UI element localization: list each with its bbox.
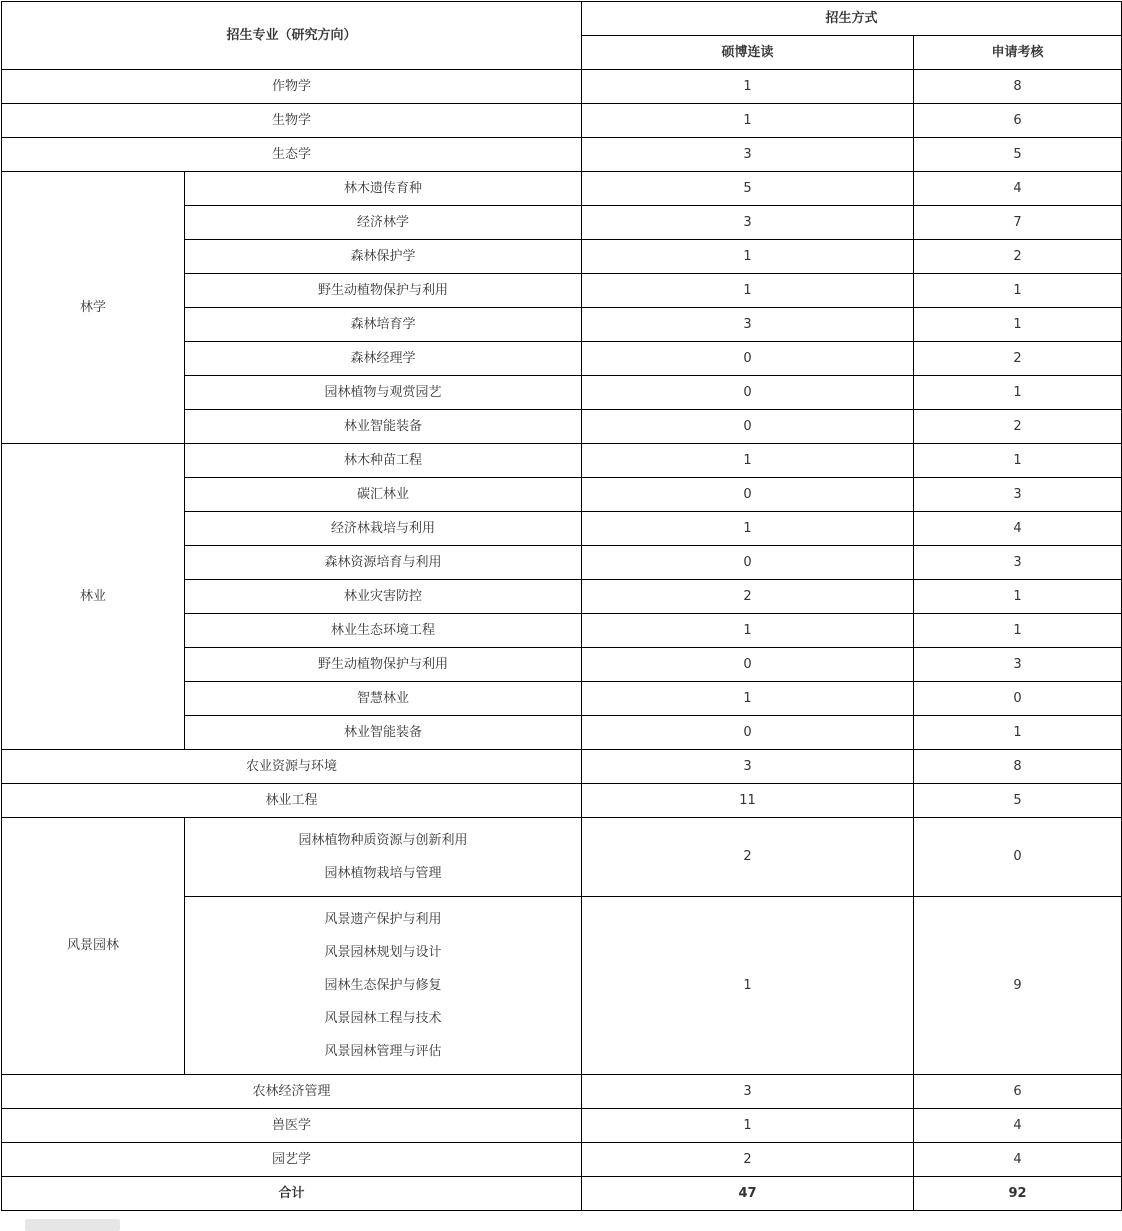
count-a-cell: 11 xyxy=(582,784,914,818)
count-b-cell: 2 xyxy=(914,342,1122,376)
table-row xyxy=(2,750,1122,784)
direction-line: 园林植物种质资源与创新利用 xyxy=(298,833,468,848)
count-b-cell: 1 xyxy=(914,614,1122,648)
table-row xyxy=(2,818,1122,897)
count-b-cell: 3 xyxy=(914,648,1122,682)
direction-cell: 林木遗传育种 xyxy=(185,172,582,206)
major-cell: 生物学 xyxy=(2,104,582,138)
count-a-cell: 1 xyxy=(582,444,914,478)
table-row xyxy=(2,104,1122,138)
direction-cell: 林业智能装备 xyxy=(185,716,582,750)
count-b-cell: 5 xyxy=(914,138,1122,172)
count-b-cell: 4 xyxy=(914,512,1122,546)
count-a-cell: 1 xyxy=(582,512,914,546)
major-cell: 生态学 xyxy=(2,138,582,172)
major-cell: 林业工程 xyxy=(2,784,582,818)
count-b-cell: 1 xyxy=(914,444,1122,478)
count-a-cell: 1 xyxy=(582,240,914,274)
count-b-cell: 9 xyxy=(914,897,1122,1075)
major-cell: 作物学 xyxy=(2,70,582,104)
count-a-cell: 1 xyxy=(582,104,914,138)
group-cell-fengjing: 风景园林 xyxy=(2,818,185,1075)
direction-cell: 经济林栽培与利用 xyxy=(185,512,582,546)
major-cell: 农业资源与环境 xyxy=(2,750,582,784)
count-a-cell: 0 xyxy=(582,546,914,580)
direction-line: 风景园林管理与评估 xyxy=(324,1044,442,1059)
direction-cell: 经济林学 xyxy=(185,206,582,240)
count-a-cell: 1 xyxy=(582,614,914,648)
direction-cell: 野生动植物保护与利用 xyxy=(185,274,582,308)
direction-cell-multi xyxy=(185,897,582,1075)
table-row xyxy=(2,138,1122,172)
count-a-cell: 3 xyxy=(582,206,914,240)
group-cell-linxue: 林学 xyxy=(2,172,185,444)
count-b-cell: 6 xyxy=(914,1075,1122,1109)
direction-line: 风景园林规划与设计 xyxy=(324,945,442,960)
direction-cell-multi xyxy=(185,818,582,897)
count-b-cell: 1 xyxy=(914,716,1122,750)
count-b-cell: 0 xyxy=(914,682,1122,716)
count-b-cell: 2 xyxy=(914,410,1122,444)
count-a-cell: 3 xyxy=(582,1075,914,1109)
count-b-cell: 7 xyxy=(914,206,1122,240)
count-a-cell: 1 xyxy=(582,1109,914,1143)
major-cell: 农林经济管理 xyxy=(2,1075,582,1109)
direction-cell: 园林植物与观赏园艺 xyxy=(185,376,582,410)
header-col-b: 申请考核 xyxy=(914,36,1122,70)
count-a-cell: 1 xyxy=(582,897,914,1075)
direction-line: 风景园林工程与技术 xyxy=(324,1011,442,1026)
count-b-cell: 8 xyxy=(914,70,1122,104)
count-a-cell: 0 xyxy=(582,342,914,376)
header-major: 招生专业（研究方向） xyxy=(2,2,582,70)
header-row-1 xyxy=(2,2,1122,36)
count-b-cell: 1 xyxy=(914,376,1122,410)
count-b-cell: 4 xyxy=(914,172,1122,206)
direction-line: 园林生态保护与修复 xyxy=(324,978,442,993)
count-b-cell: 1 xyxy=(914,580,1122,614)
count-a-cell: 2 xyxy=(582,1143,914,1177)
direction-cell: 林业智能装备 xyxy=(185,410,582,444)
count-b-cell: 0 xyxy=(914,818,1122,897)
count-b-cell: 4 xyxy=(914,1143,1122,1177)
count-b-cell: 5 xyxy=(914,784,1122,818)
count-a-cell: 3 xyxy=(582,750,914,784)
direction-cell: 森林经理学 xyxy=(185,342,582,376)
count-b-cell: 4 xyxy=(914,1109,1122,1143)
count-a-cell: 2 xyxy=(582,818,914,897)
count-a-cell: 1 xyxy=(582,70,914,104)
count-b-cell: 2 xyxy=(914,240,1122,274)
table-row xyxy=(2,1109,1122,1143)
group-cell-linye: 林业 xyxy=(2,444,185,750)
table-row xyxy=(2,1143,1122,1177)
direction-cell: 碳汇林业 xyxy=(185,478,582,512)
table-row xyxy=(2,172,1122,206)
count-a-cell: 0 xyxy=(582,478,914,512)
total-a: 47 xyxy=(582,1177,914,1211)
enrollment-quota-table xyxy=(1,1,1122,1211)
direction-cell: 野生动植物保护与利用 xyxy=(185,648,582,682)
table-row xyxy=(2,444,1122,478)
count-a-cell: 3 xyxy=(582,138,914,172)
count-a-cell: 2 xyxy=(582,580,914,614)
cropped-caption-box xyxy=(25,1219,120,1231)
table-row xyxy=(2,784,1122,818)
count-a-cell: 5 xyxy=(582,172,914,206)
count-b-cell: 8 xyxy=(914,750,1122,784)
count-b-cell: 3 xyxy=(914,478,1122,512)
count-a-cell: 0 xyxy=(582,716,914,750)
count-a-cell: 1 xyxy=(582,682,914,716)
major-cell: 园艺学 xyxy=(2,1143,582,1177)
direction-line: 风景遗产保护与利用 xyxy=(324,912,442,927)
header-col-a: 硕博连读 xyxy=(582,36,914,70)
total-b: 92 xyxy=(914,1177,1122,1211)
table-row xyxy=(2,70,1122,104)
count-b-cell: 1 xyxy=(914,274,1122,308)
direction-cell: 森林培育学 xyxy=(185,308,582,342)
count-b-cell: 1 xyxy=(914,308,1122,342)
direction-cell: 林业生态环境工程 xyxy=(185,614,582,648)
total-row xyxy=(2,1177,1122,1211)
direction-cell: 林业灾害防控 xyxy=(185,580,582,614)
total-label: 合计 xyxy=(2,1177,582,1211)
direction-line: 园林植物栽培与管理 xyxy=(324,866,442,881)
count-a-cell: 0 xyxy=(582,410,914,444)
count-a-cell: 0 xyxy=(582,648,914,682)
count-b-cell: 6 xyxy=(914,104,1122,138)
direction-cell: 智慧林业 xyxy=(185,682,582,716)
header-method: 招生方式 xyxy=(582,2,1122,36)
table-row xyxy=(2,1075,1122,1109)
direction-cell: 森林保护学 xyxy=(185,240,582,274)
count-a-cell: 3 xyxy=(582,308,914,342)
direction-cell: 林木种苗工程 xyxy=(185,444,582,478)
count-b-cell: 3 xyxy=(914,546,1122,580)
major-cell: 兽医学 xyxy=(2,1109,582,1143)
direction-cell: 森林资源培育与利用 xyxy=(185,546,582,580)
count-a-cell: 0 xyxy=(582,376,914,410)
count-a-cell: 1 xyxy=(582,274,914,308)
